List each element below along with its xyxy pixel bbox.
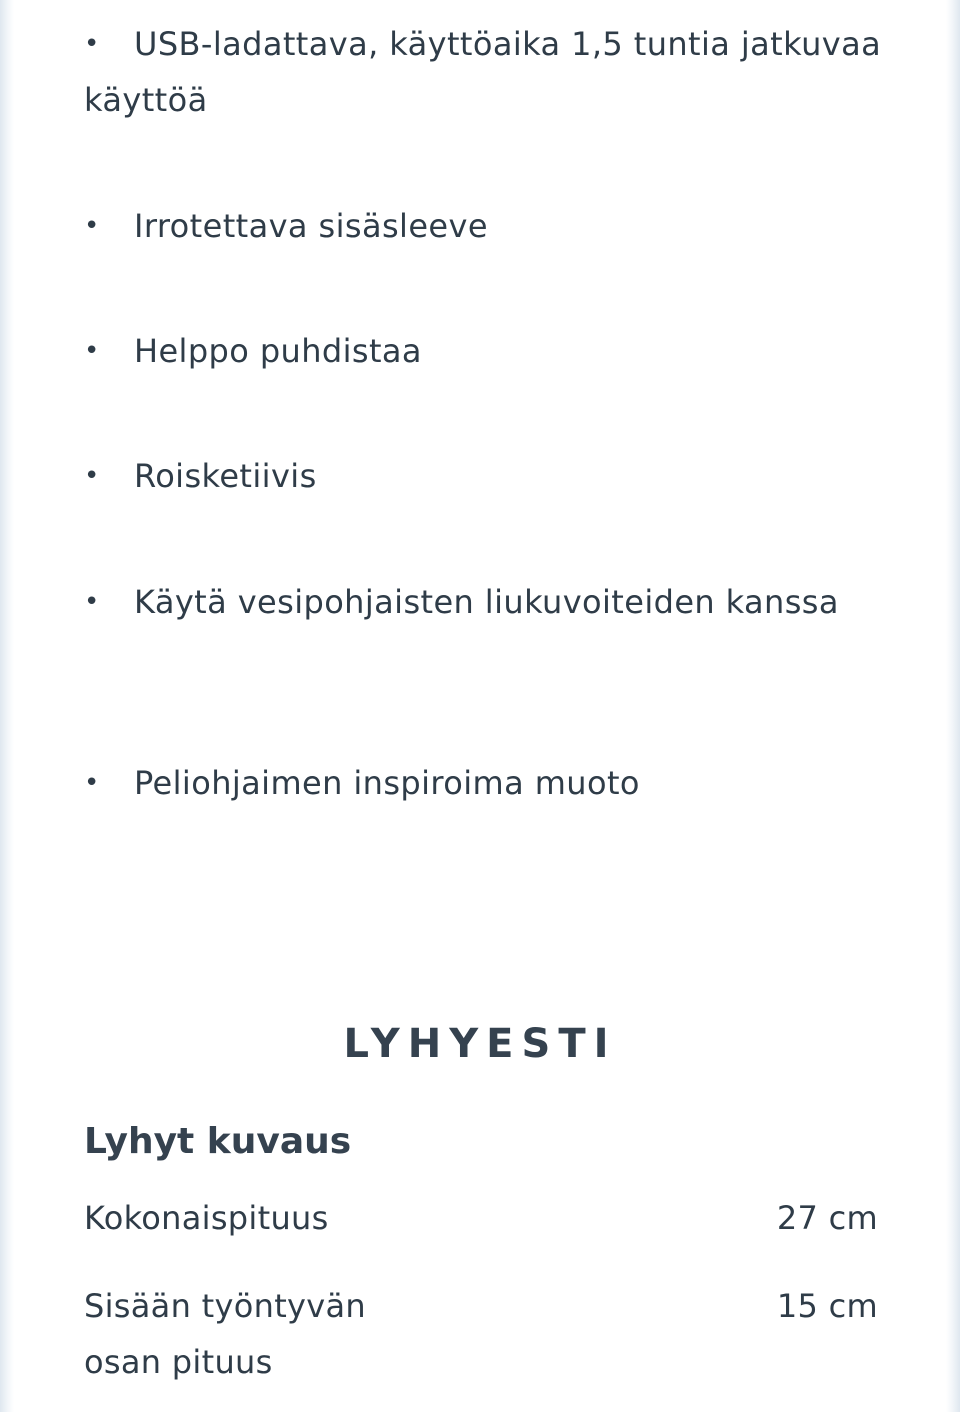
spec-label: Kokonaispituus	[84, 1199, 329, 1237]
bullet-icon: •	[84, 461, 100, 491]
feature-text: USB-ladattava, käyttöaika 1,5 tuntia jatkuvaa käyttöä	[84, 25, 882, 119]
feature-text: Käytä vesipohjaisten liukuvoiteiden kanssa	[134, 583, 839, 621]
spec-value: 27 cm	[776, 1199, 878, 1237]
right-edge-shadow	[946, 0, 960, 1412]
feature-text: Peliohjaimen inspiroima muoto	[134, 764, 640, 802]
short-description-heading: Lyhyt kuvaus	[84, 1121, 352, 1162]
bullet-icon: •	[84, 29, 100, 59]
feature-item	[84, 755, 904, 811]
bullet-icon: •	[84, 587, 100, 617]
feature-text: Helppo puhdistaa	[134, 332, 422, 370]
feature-text: Roisketiivis	[134, 457, 317, 495]
left-edge-shadow	[0, 0, 14, 1412]
feature-item	[84, 198, 904, 254]
bullet-icon: •	[84, 211, 100, 241]
feature-item	[84, 448, 904, 504]
feature-text: Irrotettava sisäsleeve	[134, 207, 488, 245]
section-title: LYHYESTI	[343, 1021, 617, 1067]
bullet-icon: •	[84, 768, 100, 798]
bullet-icon: •	[84, 336, 100, 366]
spec-value: 15 cm	[776, 1287, 878, 1325]
spec-label: Sisään työntyvän osan pituus	[84, 1287, 367, 1381]
feature-item	[84, 323, 904, 379]
feature-item	[84, 574, 904, 630]
feature-item	[84, 16, 904, 128]
